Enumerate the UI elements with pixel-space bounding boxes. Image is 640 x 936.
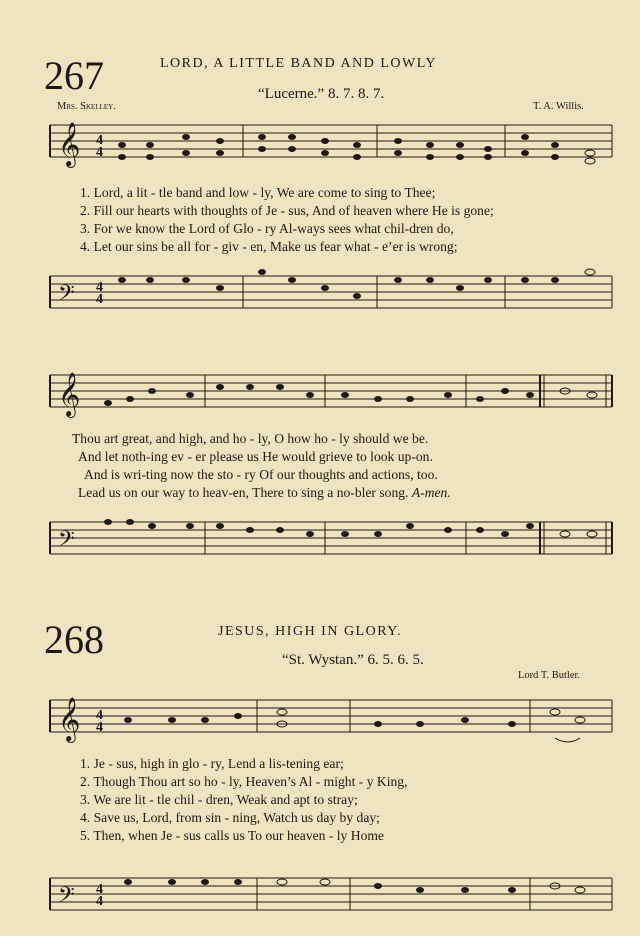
stanzas-267-part2 — [72, 430, 451, 502]
composer-credit: T. A. Willis. — [533, 101, 584, 112]
lyric-line: 2. Fill our hearts with thoughts of Je - sus, And of heaven where He is gone; — [80, 203, 494, 218]
lyric-line: And let noth-ing ev - er please us He would grieve to look up-on. — [78, 449, 433, 464]
stanzas-268 — [80, 755, 407, 845]
amen-text: A-men. — [411, 485, 451, 500]
svg-text:𝄢: 𝄢 — [58, 281, 75, 310]
lyric-line: And is wri-ting now the sto - ry Of our thoughts and actions, too. — [84, 467, 438, 482]
hymn-title: LORD, A LITTLE BAND AND LOWLY — [160, 56, 437, 71]
bass-staff-system-3 — [0, 868, 640, 934]
lyric-line: 4. Save us, Lord, from sin - ning, Watch us day by day; — [80, 810, 380, 825]
composer-credit: Lord T. Butler. — [518, 670, 581, 681]
lyric-line: 1. Lord, a lit - tle band and low - ly, We are come to sing to Thee; — [80, 185, 436, 200]
bass-staff-system-2 — [0, 512, 640, 582]
lyric-line: 5. Then, when Je - sus calls us To our heaven - ly Home — [80, 828, 384, 843]
hymn-number: 268 — [44, 617, 104, 662]
svg-text:4: 4 — [96, 133, 103, 148]
svg-text:𝄞: 𝄞 — [58, 124, 81, 166]
svg-text:4: 4 — [96, 292, 103, 307]
lyric-line — [72, 484, 451, 502]
svg-text:4: 4 — [96, 280, 103, 295]
svg-text:4: 4 — [96, 145, 103, 160]
hymn-title: JESUS, HIGH IN GLORY. — [218, 624, 403, 639]
tune-name: “Lucerne.” 8. 7. 8. 7. — [258, 86, 385, 102]
svg-text:𝄢: 𝄢 — [58, 527, 75, 556]
svg-text:4: 4 — [96, 882, 103, 897]
svg-text:4: 4 — [96, 894, 103, 909]
lyric-line: 4. Let our sins be all for - giv - en, Make us fear what - e’er is wrong; — [80, 239, 458, 254]
svg-text:𝄞: 𝄞 — [58, 699, 81, 741]
lyric-line: 3. For we know the Lord of Glo - ry Al-ways sees what chil-dren do, — [80, 221, 454, 236]
treble-staff-system-2 — [0, 365, 640, 425]
svg-text:4: 4 — [96, 720, 103, 735]
lyric-line: 2. Though Thou art so ho - ly, Heaven’s Al - might - y King, — [80, 774, 408, 789]
tune-name: “St. Wystan.” 6. 5. 6. 5. — [282, 652, 424, 668]
lyric-line: 1. Je - sus, high in glo - ry, Lend a lis-tening ear; — [80, 756, 344, 771]
lyric-line: Thou art great, and high, and ho - ly, O how ho - ly should we be. — [72, 431, 429, 446]
author-credit: Mrs. Skelley. — [57, 101, 116, 112]
svg-text:𝄞: 𝄞 — [58, 374, 81, 416]
lyric-line: 3. We are lit - tle chil - dren, Weak and apt to stray; — [80, 792, 358, 807]
lyric-text: Lead us on our way to heav-en, There to sing a no-bler song. — [78, 485, 409, 500]
stanzas-267-part1 — [80, 184, 494, 256]
treble-staff-system-3 — [0, 690, 640, 760]
svg-text:4: 4 — [96, 708, 103, 723]
hymn-number: 267 — [44, 53, 104, 98]
svg-text:𝄢: 𝄢 — [58, 883, 75, 912]
bass-staff-system-1 — [0, 266, 640, 336]
